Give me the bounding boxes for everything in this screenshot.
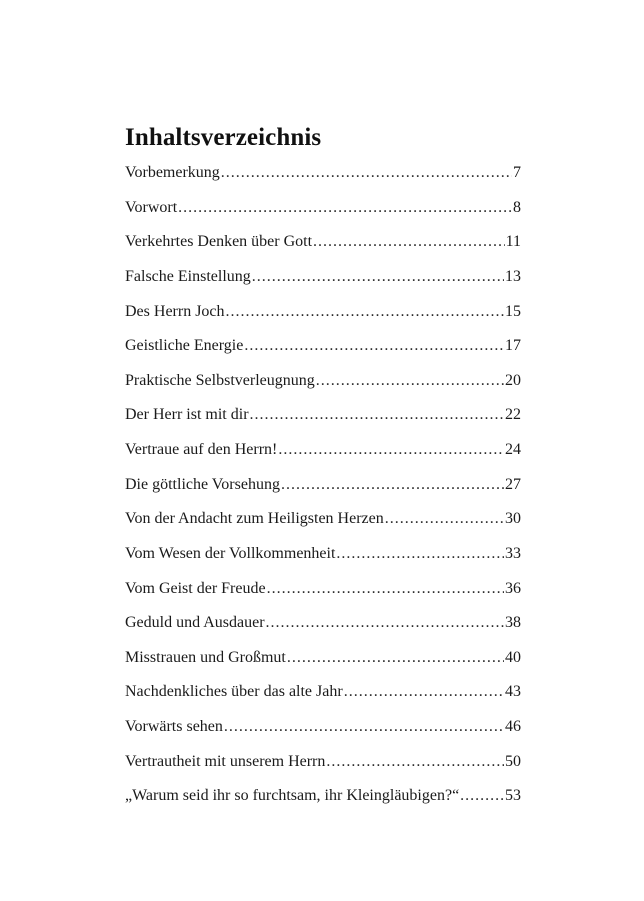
toc-entry xyxy=(125,675,521,710)
toc-entry-label: Geduld und Ausdauer xyxy=(125,614,265,632)
toc-entry-page: 13 xyxy=(505,267,521,285)
dot-leader xyxy=(287,641,504,675)
toc-entry xyxy=(125,537,521,572)
toc-entry xyxy=(125,156,521,191)
toc-entry-label: Vertraue auf den Herrn! xyxy=(125,441,278,458)
toc-entry-label: Von der Andacht zum Heiligsten Herzen xyxy=(125,510,384,528)
toc-entry xyxy=(125,606,521,641)
toc-entry-label: Vom Wesen der Vollkommenheit xyxy=(125,544,336,562)
toc-entry-label: Des Herrn Joch xyxy=(125,302,225,320)
dot-leader xyxy=(226,295,504,329)
toc-entry-page: 50 xyxy=(505,752,521,770)
toc-entry-label: Geistliche Energie xyxy=(125,337,244,355)
dot-leader xyxy=(250,398,504,432)
toc-entry xyxy=(125,260,521,295)
toc-entry xyxy=(125,329,521,364)
toc-entry-page: 8 xyxy=(513,198,521,216)
toc-entry-label: Nachdenkliches über das alte Jahr xyxy=(125,683,343,701)
toc-entry-label: Vom Geist der Freude xyxy=(125,579,266,597)
toc-entry-label: Praktische Selbstverleugnung xyxy=(125,371,315,389)
toc-entry-page: 36 xyxy=(505,579,521,597)
dot-leader xyxy=(313,225,505,259)
toc-entry-page: 17 xyxy=(505,337,521,355)
dot-leader xyxy=(281,468,504,502)
toc-entry-page: 24 xyxy=(505,441,521,458)
dot-leader xyxy=(460,779,504,813)
toc-list xyxy=(125,156,521,814)
dot-leader xyxy=(224,710,504,744)
dot-leader xyxy=(316,364,504,398)
dot-leader xyxy=(326,745,504,779)
toc-entry xyxy=(125,502,521,537)
toc-entry xyxy=(125,191,521,226)
toc-entry-page: 40 xyxy=(505,648,521,666)
toc-entry-label: Vorbemerkung xyxy=(125,164,220,181)
toc-entry xyxy=(125,398,521,433)
dot-leader xyxy=(244,329,504,363)
toc-entry xyxy=(125,225,521,260)
toc-entry-label: Misstrauen und Großmut xyxy=(125,648,286,666)
toc-entry-page: 7 xyxy=(513,164,521,181)
toc-entry-label: Vorwärts sehen xyxy=(125,718,223,735)
toc-entry xyxy=(125,364,521,399)
toc-title: Inhaltsverzeichnis xyxy=(125,124,322,151)
toc-entry-label: Falsche Einstellung xyxy=(125,267,251,285)
toc-entry-label: Der Herr ist mit dir xyxy=(125,406,249,424)
dot-leader xyxy=(385,502,504,536)
toc-entry-label: „Warum seid ihr so furchtsam, ihr Kleingläubigen?“ xyxy=(125,787,460,805)
toc-entry xyxy=(125,641,521,676)
toc-entry-page: 30 xyxy=(505,510,521,528)
dot-leader xyxy=(267,572,504,606)
toc-entry-page: 15 xyxy=(505,302,521,320)
toc-entry xyxy=(125,433,521,468)
toc-entry xyxy=(125,710,521,745)
dot-leader xyxy=(344,675,504,709)
toc-entry-page: 33 xyxy=(505,544,521,562)
dot-leader xyxy=(278,433,504,467)
dot-leader xyxy=(336,537,504,571)
toc-entry-label: Die göttliche Vorsehung xyxy=(125,475,280,493)
dot-leader xyxy=(252,260,504,294)
toc-entry-page: 43 xyxy=(505,683,521,701)
dot-leader xyxy=(266,606,504,640)
toc-entry-label: Vorwort xyxy=(125,198,178,216)
toc-entry xyxy=(125,779,521,814)
toc-entry-page: 46 xyxy=(505,718,521,735)
toc-entry-page: 20 xyxy=(505,371,521,389)
toc-entry-page: 53 xyxy=(505,787,521,805)
toc-entry-label: Vertrautheit mit unserem Herrn xyxy=(125,752,326,770)
toc-entry xyxy=(125,572,521,607)
toc-entry xyxy=(125,468,521,503)
toc-entry xyxy=(125,745,521,780)
toc-entry xyxy=(125,295,521,330)
toc-entry-page: 22 xyxy=(505,406,521,424)
toc-entry-label: Verkehrtes Denken über Gott xyxy=(125,233,313,251)
toc-entry-page: 11 xyxy=(505,233,521,251)
dot-leader xyxy=(221,156,512,190)
dot-leader xyxy=(178,191,512,225)
toc-entry-page: 27 xyxy=(505,475,521,493)
toc-entry-page: 38 xyxy=(505,614,521,632)
